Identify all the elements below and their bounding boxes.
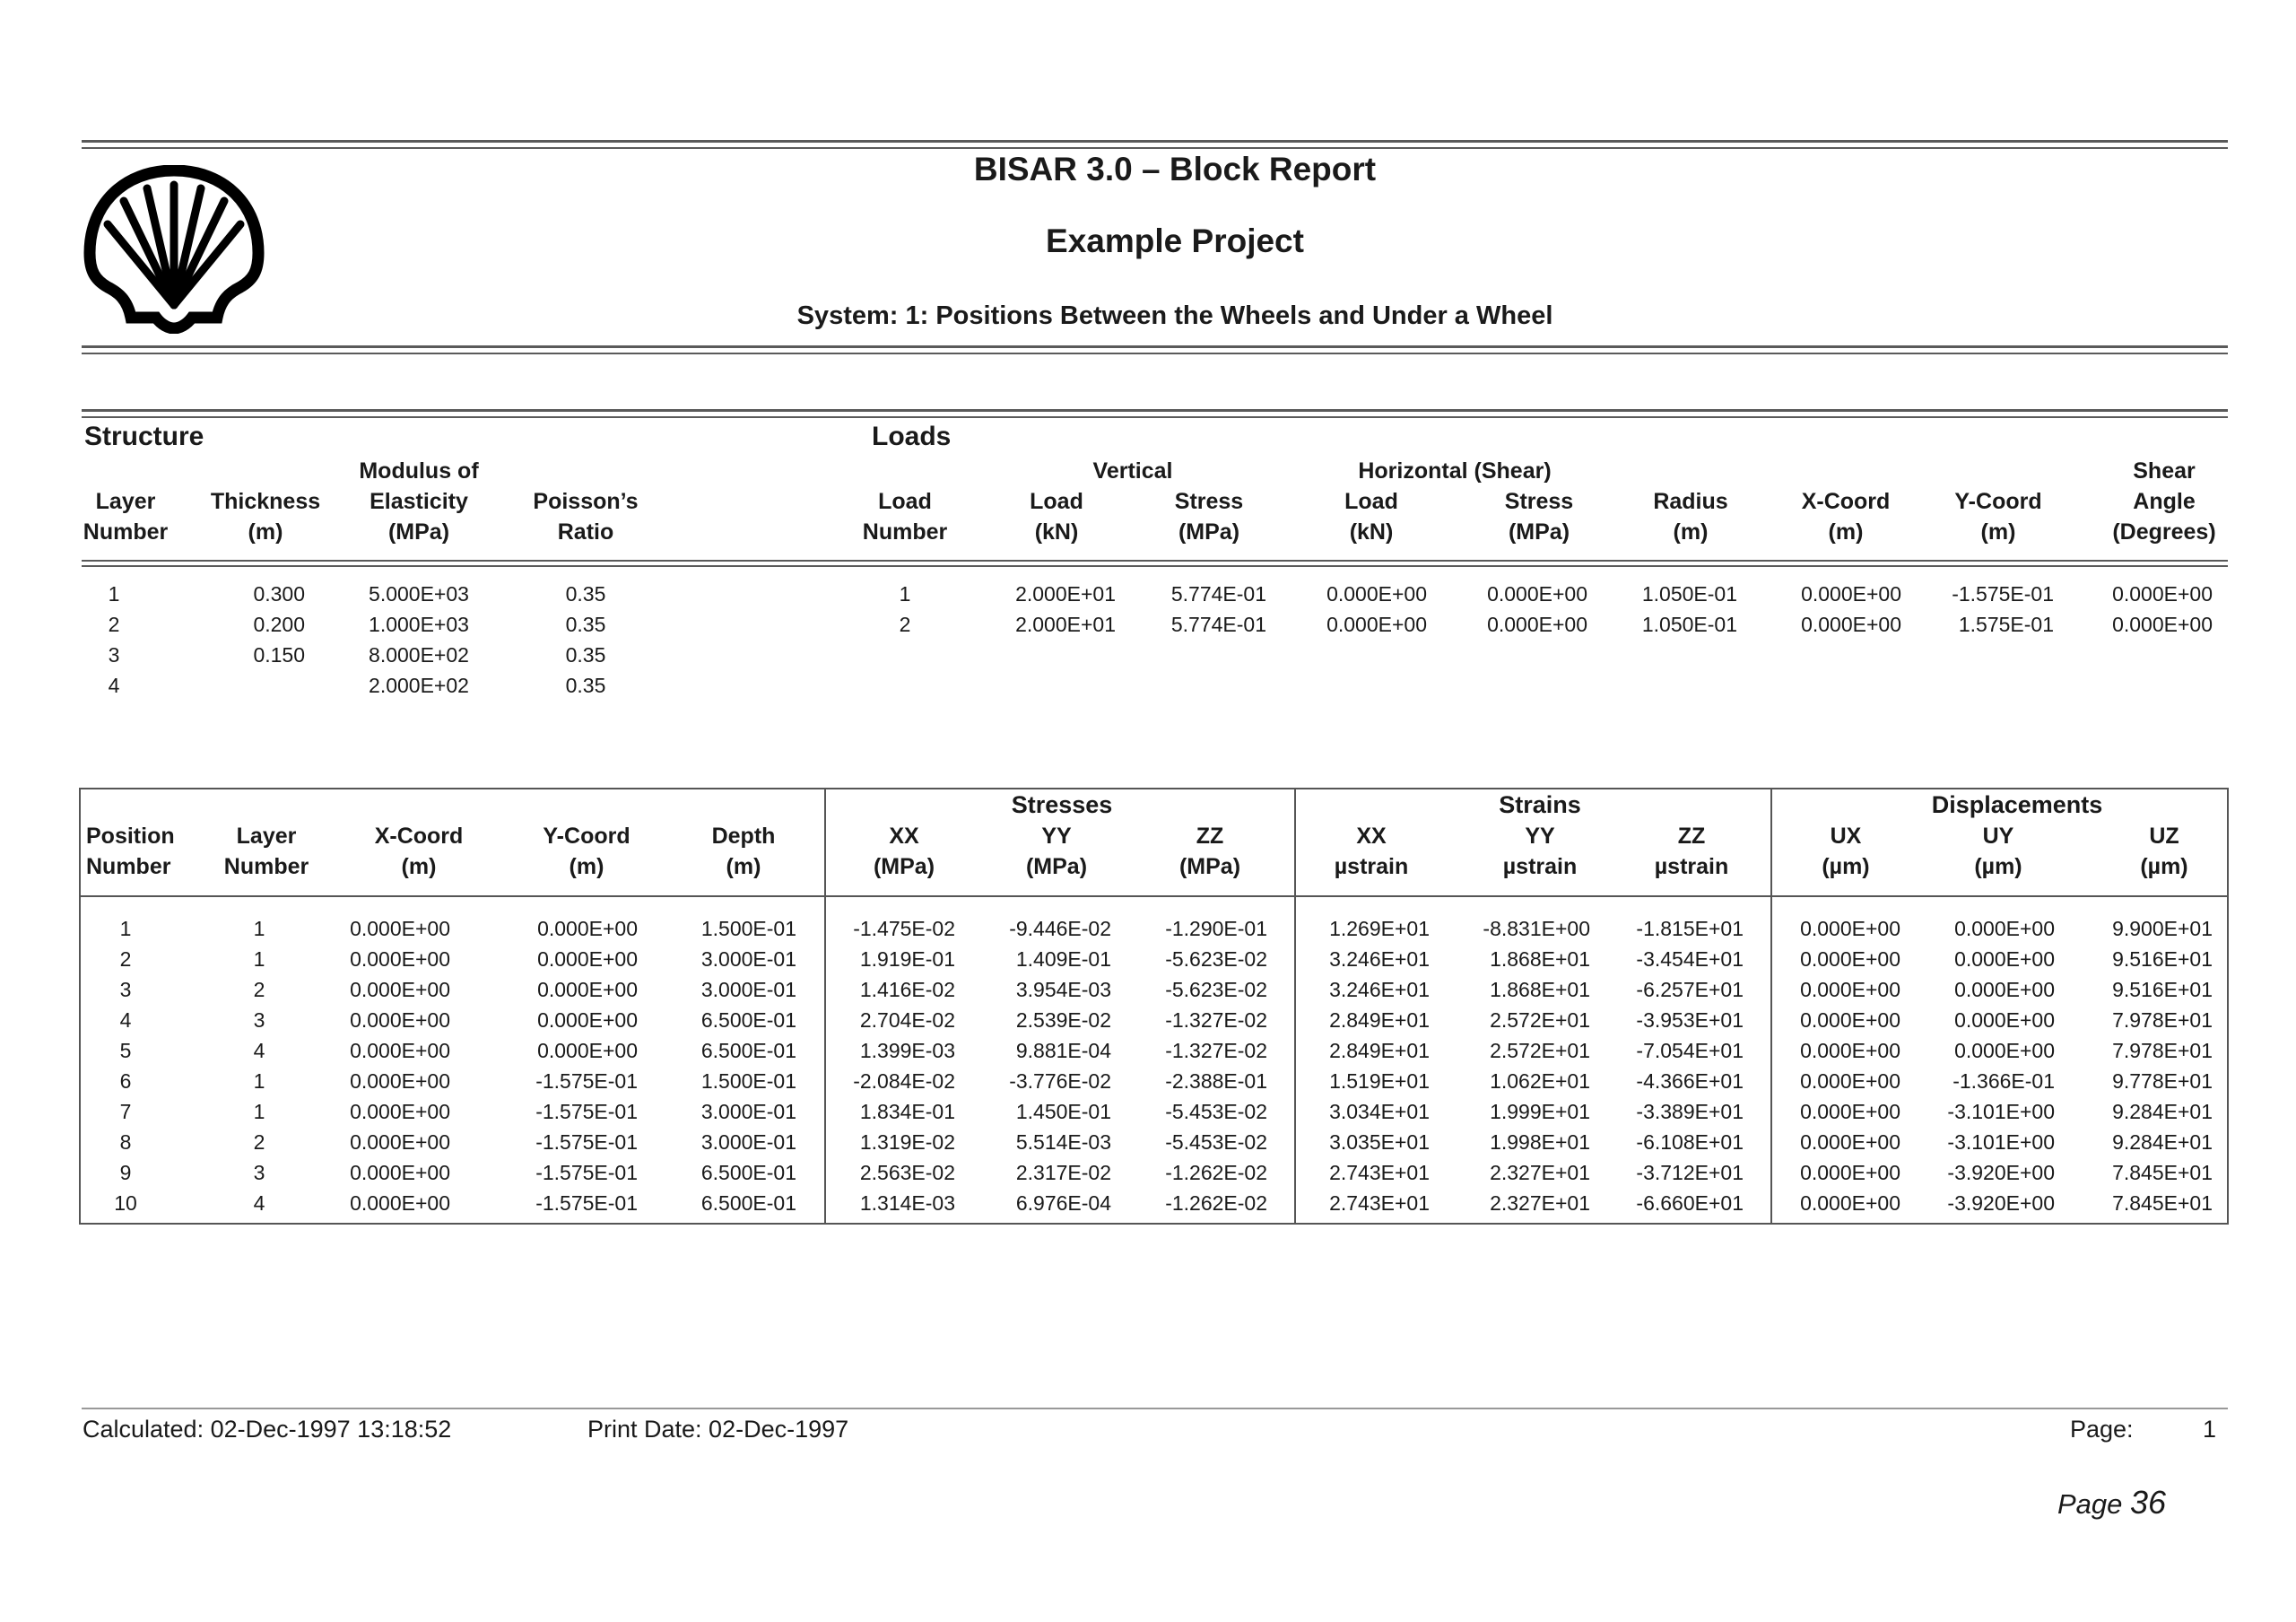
results-cell: 3.000E-01: [700, 978, 796, 1001]
loads-cell: 1.050E-01: [1641, 582, 1737, 606]
results-cell: 9.900E+01: [2112, 917, 2213, 940]
structure-col-header: Modulus of: [359, 458, 479, 484]
results-cell: 0.000E+00: [1800, 1130, 1900, 1154]
results-col-header: (MPa): [1025, 854, 1088, 879]
results-cell: 3.954E-03: [1015, 978, 1111, 1001]
structure-top-rule-2: [82, 416, 2228, 418]
results-cell: -2.388E-01: [1165, 1069, 1267, 1093]
loads-col-header: Y-Coord: [1954, 489, 2042, 514]
results-cell: 0.000E+00: [1800, 1008, 1900, 1032]
results-cell: 1.319E-02: [859, 1130, 955, 1154]
results-cell: 1: [253, 917, 265, 940]
structure-cell: 8.000E+02: [369, 643, 469, 667]
results-col-header: (MPa): [873, 854, 935, 879]
loads-cell: 0.000E+00: [2112, 613, 2213, 636]
results-cell: -5.453E-02: [1165, 1130, 1267, 1154]
results-col-header: (m): [569, 854, 604, 879]
results-cell: 2: [119, 947, 132, 971]
loads-col-header: Stress: [1504, 489, 1574, 514]
results-cell: 7: [119, 1100, 132, 1123]
results-cell: -1.575E-01: [535, 1100, 638, 1123]
results-cell: 3.034E+01: [1329, 1100, 1430, 1123]
results-cell: 0.000E+00: [350, 947, 450, 971]
results-cell: 0.000E+00: [350, 1130, 450, 1154]
loads-col-header: (m): [1980, 519, 2016, 545]
results-cell: -6.108E+01: [1636, 1130, 1744, 1154]
loads-col-header: (MPa): [1508, 519, 1570, 545]
loads-cell: 1: [899, 582, 911, 606]
page-label: Page:: [2070, 1416, 2134, 1443]
results-cell: 0.000E+00: [537, 947, 638, 971]
results-cell: 3.000E-01: [700, 1100, 796, 1123]
structure-col-header: Layer: [95, 489, 156, 514]
page-number: 1: [2203, 1416, 2217, 1443]
results-cell: 1.868E+01: [1490, 978, 1590, 1001]
results-cell: 1.500E-01: [700, 917, 796, 940]
results-cell: -1.327E-02: [1165, 1039, 1267, 1062]
results-cell: 1.998E+01: [1490, 1130, 1590, 1154]
structure-cell: 2: [108, 613, 120, 636]
results-col-header: (m): [401, 854, 437, 879]
results-cell: 1.919E-01: [859, 947, 955, 971]
strains-group-label: Strains: [1499, 791, 1581, 818]
results-cell: 0.000E+00: [1954, 978, 2055, 1001]
results-col-header: UY: [1982, 824, 2014, 849]
results-cell: -3.101E+00: [1947, 1130, 2055, 1154]
loads-cell: 1.575E-01: [1958, 613, 2054, 636]
results-cell: 6.500E-01: [700, 1161, 796, 1184]
results-cell: -6.257E+01: [1636, 978, 1744, 1001]
results-cell: 1.399E-03: [859, 1039, 955, 1062]
results-cell: 0.000E+00: [1954, 1008, 2055, 1032]
results-cell: -1.475E-02: [853, 917, 955, 940]
calculated-date: Calculated: 02-Dec-1997 13:18:52: [83, 1416, 452, 1443]
results-cell: -4.366E+01: [1636, 1069, 1744, 1093]
structure-col-header: Ratio: [557, 519, 614, 545]
results-col-header: ZZ: [1196, 824, 1224, 849]
header-bottom-rule-2: [82, 353, 2228, 354]
structure-cell: 0.300: [253, 582, 305, 606]
loads-col-header: Load: [1344, 489, 1398, 514]
results-cell: 9.284E+01: [2112, 1130, 2213, 1154]
results-col-header: XX: [889, 824, 919, 849]
results-col-header: µstrain: [1502, 854, 1578, 879]
results-cell: 2.317E-02: [1015, 1161, 1111, 1184]
structure-cell: 0.35: [565, 643, 606, 667]
results-cell: 0.000E+00: [1954, 917, 2055, 940]
results-cell: 0.000E+00: [537, 917, 638, 940]
results-cell: 1.834E-01: [859, 1100, 955, 1123]
results-cell: -3.101E+00: [1947, 1100, 2055, 1123]
results-cell: 1.500E-01: [700, 1069, 796, 1093]
results-cell: 9.881E-04: [1015, 1039, 1111, 1062]
results-cell: 1.416E-02: [859, 978, 955, 1001]
results-cell: 1: [253, 1069, 265, 1093]
structure-header-rule: [82, 560, 2228, 562]
structure-cell: 3: [108, 643, 120, 667]
results-cell: -1.290E-01: [1165, 917, 1267, 940]
results-cell: 0.000E+00: [1800, 1191, 1900, 1215]
results-cell: 1.999E+01: [1490, 1100, 1590, 1123]
results-cell: -2.084E-02: [853, 1069, 955, 1093]
loads-col-header: (m): [1828, 519, 1864, 545]
results-cell: 1.450E-01: [1015, 1100, 1111, 1123]
results-cell: 1: [253, 1100, 265, 1123]
loads-cell: 0.000E+00: [1326, 613, 1427, 636]
results-cell: 4: [253, 1191, 265, 1215]
header-top-rule-2: [82, 147, 2228, 149]
results-cell: 9.778E+01: [2112, 1069, 2213, 1093]
header-bottom-rule: [82, 345, 2228, 348]
results-cell: -5.623E-02: [1165, 978, 1267, 1001]
results-cell: 2.327E+01: [1490, 1191, 1590, 1215]
results-cell: 0.000E+00: [350, 1161, 450, 1184]
results-cell: 6.500E-01: [700, 1008, 796, 1032]
structure-top-rule: [82, 409, 2228, 412]
results-cell: 3.000E-01: [700, 1130, 796, 1154]
results-cell: -8.831E+00: [1483, 917, 1590, 940]
results-cell: 0.000E+00: [350, 1008, 450, 1032]
results-cell: 1.062E+01: [1490, 1069, 1590, 1093]
results-cell: 0.000E+00: [350, 1100, 450, 1123]
report-title: BISAR 3.0 – Block Report: [973, 151, 1377, 187]
results-cell: 1.409E-01: [1015, 947, 1111, 971]
structure-cell: 1: [108, 582, 120, 606]
vertical-group-label: Vertical: [1092, 458, 1173, 484]
loads-col-header: Radius: [1653, 489, 1728, 514]
loads-col-header: Load: [1030, 489, 1083, 514]
structure-cell: 1.000E+03: [369, 613, 469, 636]
loads-cell: 0.000E+00: [1801, 613, 1901, 636]
stresses-group-label: Stresses: [1011, 791, 1113, 818]
results-cell: 5.514E-03: [1015, 1130, 1111, 1154]
results-col-header: YY: [1525, 824, 1555, 849]
results-cell: -3.776E-02: [1009, 1069, 1111, 1093]
results-cell: 1.314E-03: [859, 1191, 955, 1215]
loads-cell: 0.000E+00: [2112, 582, 2213, 606]
results-cell: 0.000E+00: [1800, 947, 1900, 971]
results-cell: 1: [119, 917, 132, 940]
results-cell: 9: [119, 1161, 132, 1184]
loads-cell: 2.000E+01: [1015, 613, 1116, 636]
results-cell: 6.500E-01: [700, 1191, 796, 1215]
results-cell: -1.366E-01: [1952, 1069, 2055, 1093]
results-cell: 9.516E+01: [2112, 947, 2213, 971]
structure-col-header: Poisson’s: [533, 489, 639, 514]
loads-col-header: X-Coord: [1801, 489, 1891, 514]
results-cell: 3.246E+01: [1329, 978, 1430, 1001]
results-cell: -6.660E+01: [1636, 1191, 1744, 1215]
results-cell: 0.000E+00: [537, 1008, 638, 1032]
loads-col-header: (kN): [1034, 519, 1079, 545]
structure-col-header: Thickness: [210, 489, 321, 514]
results-cell: 3.000E-01: [700, 947, 796, 971]
loads-cell: 0.000E+00: [1801, 582, 1901, 606]
results-cell: -5.623E-02: [1165, 947, 1267, 971]
loads-col-header: (MPa): [1178, 519, 1240, 545]
results-cell: 7.978E+01: [2112, 1039, 2213, 1062]
results-col-header: µstrain: [1334, 854, 1409, 879]
results-col-header: ZZ: [1677, 824, 1706, 849]
results-col-header: Number: [223, 854, 309, 879]
results-cell: -3.920E+00: [1947, 1161, 2055, 1184]
loads-cell: 2.000E+01: [1015, 582, 1116, 606]
results-cell: 6.976E-04: [1015, 1191, 1111, 1215]
results-cell: 7.978E+01: [2112, 1008, 2213, 1032]
loads-cell: 0.000E+00: [1487, 613, 1587, 636]
results-col-header: Position: [86, 824, 175, 849]
results-cell: -1.262E-02: [1165, 1161, 1267, 1184]
structure-col-header: Elasticity: [370, 489, 468, 514]
results-cell: 1.868E+01: [1490, 947, 1590, 971]
results-cell: 0.000E+00: [1800, 1039, 1900, 1062]
page-marker-word: Page: [2057, 1488, 2123, 1520]
loads-cell: 0.000E+00: [1326, 582, 1427, 606]
loads-cell: 5.774E-01: [1170, 582, 1266, 606]
results-cell: 2.572E+01: [1490, 1039, 1590, 1062]
results-col-header: µstrain: [1654, 854, 1729, 879]
structure-cell: 0.35: [565, 674, 606, 697]
results-cell: 3: [119, 978, 132, 1001]
structure-cell: 0.150: [253, 643, 305, 667]
structure-col-header: Number: [83, 519, 169, 545]
results-cell: -3.953E+01: [1636, 1008, 1744, 1032]
loads-title: Loads: [872, 422, 952, 451]
results-cell: -3.920E+00: [1947, 1191, 2055, 1215]
results-cell: -7.054E+01: [1636, 1039, 1744, 1062]
loads-col-header: Shear: [2133, 458, 2196, 484]
results-cell: 0.000E+00: [537, 1039, 638, 1062]
loads-cell: 2: [899, 613, 911, 636]
results-cell: 1.519E+01: [1329, 1069, 1430, 1093]
results-cell: 4: [119, 1008, 132, 1032]
results-cell: -1.575E-01: [535, 1130, 638, 1154]
results-cell: -9.446E-02: [1009, 917, 1111, 940]
loads-cell: -1.575E-01: [1952, 582, 2054, 606]
results-col-header: Layer: [236, 824, 297, 849]
results-col-header: YY: [1041, 824, 1072, 849]
results-col-header: (µm): [1822, 854, 1870, 879]
results-col-header: Depth: [711, 824, 776, 849]
results-col-header: XX: [1356, 824, 1387, 849]
results-cell: 1.269E+01: [1329, 917, 1430, 940]
results-cell: 3.246E+01: [1329, 947, 1430, 971]
loads-col-header: Stress: [1174, 489, 1244, 514]
results-col-header: X-Coord: [374, 824, 464, 849]
structure-col-header: (m): [248, 519, 283, 545]
results-col-header: (MPa): [1178, 854, 1241, 879]
results-cell: 7.845E+01: [2112, 1191, 2213, 1215]
results-cell: -1.262E-02: [1165, 1191, 1267, 1215]
results-cell: 0.000E+00: [350, 1191, 450, 1215]
structure-cell: 0.35: [565, 613, 606, 636]
project-title: Example Project: [1046, 222, 1304, 259]
results-cell: 1: [253, 947, 265, 971]
results-cell: 8: [119, 1130, 132, 1154]
results-cell: -3.454E+01: [1636, 947, 1744, 971]
results-cell: 2: [253, 1130, 265, 1154]
results-cell: 2.849E+01: [1329, 1008, 1430, 1032]
results-cell: 0.000E+00: [1800, 917, 1900, 940]
results-cell: -3.712E+01: [1636, 1161, 1744, 1184]
results-col-header: (µm): [2140, 854, 2188, 879]
horizontal-group-label: Horizontal (Shear): [1358, 458, 1552, 484]
results-cell: -1.327E-02: [1165, 1008, 1267, 1032]
results-col-header: UZ: [2149, 824, 2179, 849]
header-top-rule: [82, 140, 2228, 143]
results-cell: 0.000E+00: [350, 1069, 450, 1093]
results-cell: -3.389E+01: [1636, 1100, 1744, 1123]
results-col-header: (m): [726, 854, 761, 879]
results-cell: 6: [119, 1069, 132, 1093]
results-cell: 3: [253, 1161, 265, 1184]
loads-col-header: Number: [862, 519, 948, 545]
results-cell: 0.000E+00: [1800, 1100, 1900, 1123]
results-cell: 0.000E+00: [1800, 978, 1900, 1001]
document-page-marker: [2057, 1484, 2166, 1522]
results-col-header: Number: [86, 854, 171, 879]
footer-rule: [82, 1408, 2228, 1409]
results-col-header: UX: [1830, 824, 1862, 849]
results-cell: 0.000E+00: [1800, 1161, 1900, 1184]
structure-cell: 2.000E+02: [369, 674, 469, 697]
results-cell: 0.000E+00: [350, 978, 450, 1001]
results-cell: -1.575E-01: [535, 1069, 638, 1093]
structure-cell: 0.200: [253, 613, 305, 636]
results-cell: 2.539E-02: [1015, 1008, 1111, 1032]
loads-col-header: (Degrees): [2112, 519, 2216, 545]
results-col-header: Y-Coord: [543, 824, 631, 849]
results-cell: 3: [253, 1008, 265, 1032]
results-cell: 5: [119, 1039, 132, 1062]
structure-title: Structure: [84, 422, 204, 451]
structure-col-header: (MPa): [387, 519, 450, 545]
structure-cell: 4: [108, 674, 120, 697]
displacements-group-label: Displacements: [1931, 791, 2103, 818]
results-col-header: (µm): [1974, 854, 2022, 879]
results-cell: 7.845E+01: [2112, 1161, 2213, 1184]
results-cell: 2.563E-02: [859, 1161, 955, 1184]
page-marker-number: 36: [2130, 1484, 2167, 1521]
results-cell: 0.000E+00: [1954, 947, 2055, 971]
results-cell: 0.000E+00: [350, 917, 450, 940]
results-cell: 0.000E+00: [537, 978, 638, 1001]
results-cell: 2.743E+01: [1329, 1191, 1430, 1215]
results-cell: 2: [253, 978, 265, 1001]
results-cell: -5.453E-02: [1165, 1100, 1267, 1123]
loads-col-header: Load: [878, 489, 932, 514]
results-cell: 6.500E-01: [700, 1039, 796, 1062]
structure-cell: 0.35: [565, 582, 606, 606]
results-cell: 9.284E+01: [2112, 1100, 2213, 1123]
loads-cell: 0.000E+00: [1487, 582, 1587, 606]
results-cell: -1.575E-01: [535, 1161, 638, 1184]
results-cell: 2.704E-02: [859, 1008, 955, 1032]
results-cell: 2.572E+01: [1490, 1008, 1590, 1032]
results-cell: -1.815E+01: [1636, 917, 1744, 940]
system-title: System: 1: Positions Between the Wheels and Under a Wheel: [796, 301, 1553, 330]
results-cell: 2.327E+01: [1490, 1161, 1590, 1184]
print-date: Print Date: 02-Dec-1997: [587, 1416, 849, 1443]
results-cell: 2.849E+01: [1329, 1039, 1430, 1062]
results-cell: 10: [114, 1191, 137, 1215]
loads-cell: 5.774E-01: [1170, 613, 1266, 636]
loads-col-header: (m): [1673, 519, 1709, 545]
loads-col-header: (kN): [1349, 519, 1394, 545]
results-cell: 0.000E+00: [1800, 1069, 1900, 1093]
structure-cell: 5.000E+03: [369, 582, 469, 606]
results-cell: 0.000E+00: [350, 1039, 450, 1062]
results-cell: 9.516E+01: [2112, 978, 2213, 1001]
structure-header-rule-2: [82, 565, 2228, 567]
loads-cell: 1.050E-01: [1641, 613, 1737, 636]
results-cell: 3.035E+01: [1329, 1130, 1430, 1154]
results-cell: -1.575E-01: [535, 1191, 638, 1215]
results-cell: 4: [253, 1039, 265, 1062]
loads-col-header: Angle: [2133, 489, 2196, 514]
results-cell: 2.743E+01: [1329, 1161, 1430, 1184]
results-cell: 0.000E+00: [1954, 1039, 2055, 1062]
